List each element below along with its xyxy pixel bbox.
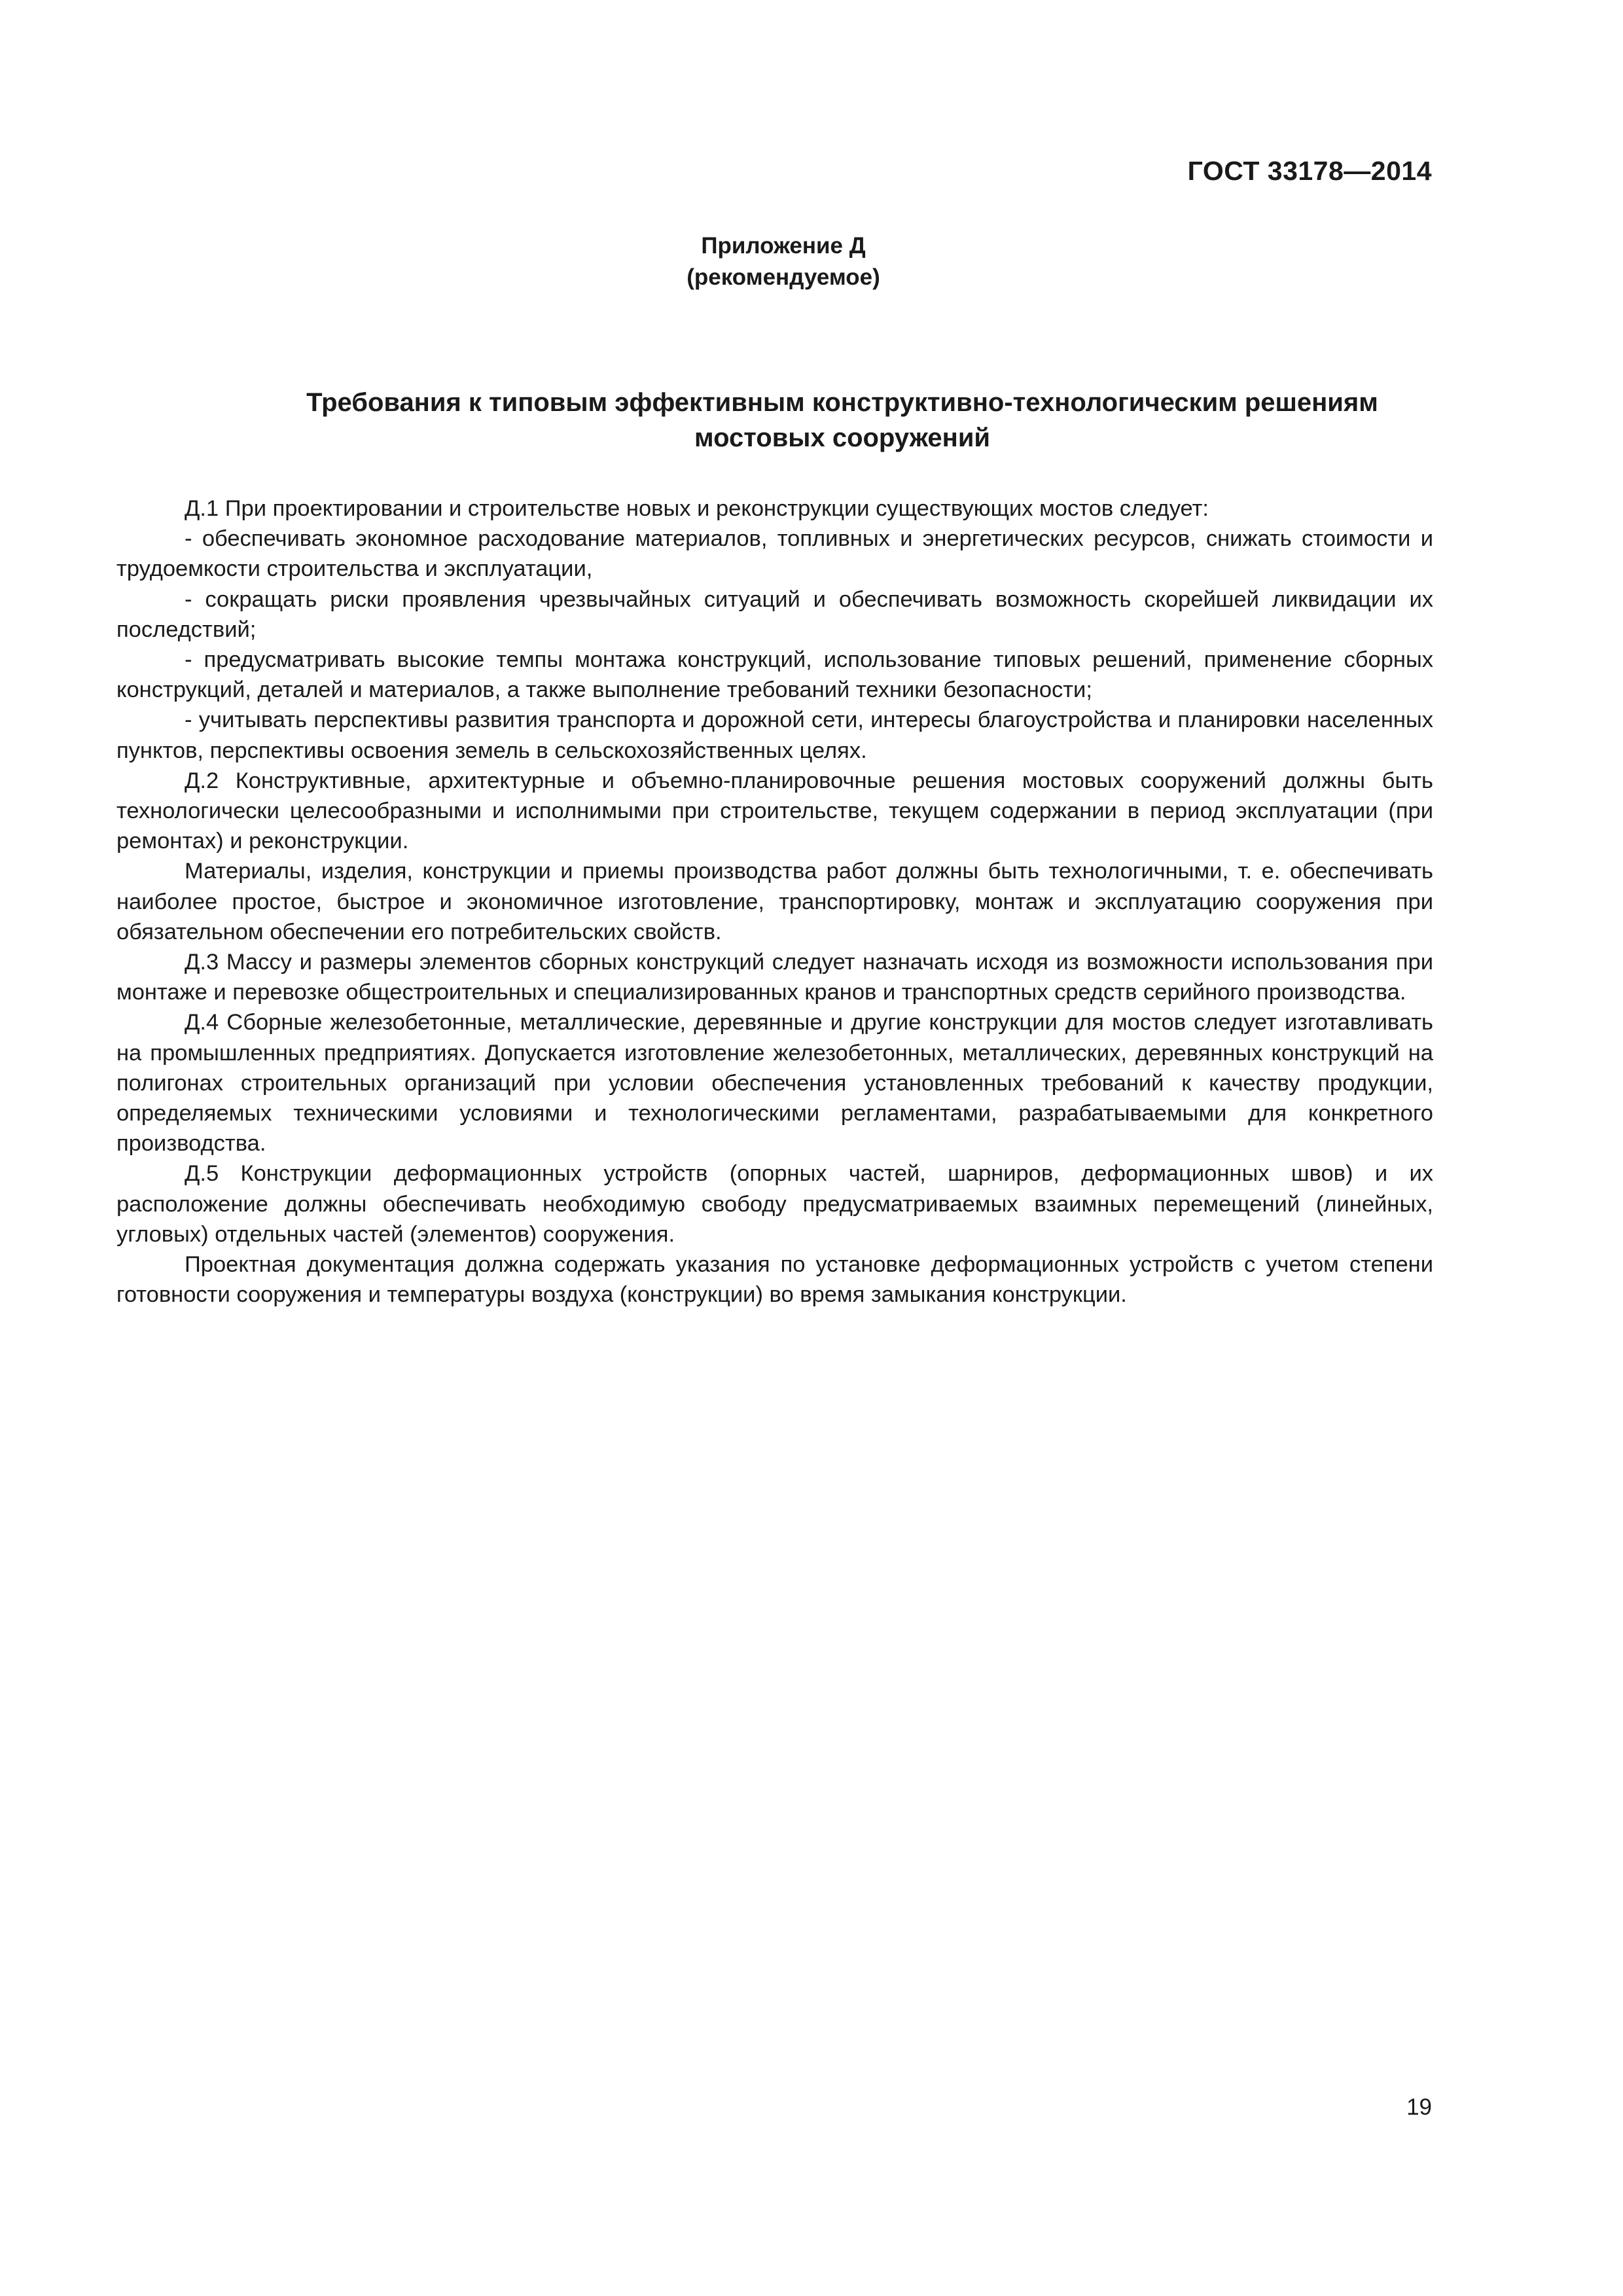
appendix-type: (рекомендуемое) (687, 264, 880, 290)
list-item: - обеспечивать экономное расходование материалов, топливных и энергетических ресурсов, снижать стоимости и трудоемкости строительства и эксплуатации, (116, 526, 1433, 582)
appendix-heading (0, 230, 1567, 293)
list-item: - сокращать риски проявления чрезвычайных ситуаций и обеспечивать возможность скорейшей ликвидации их последствий; (116, 586, 1433, 642)
page-number: 19 (1406, 2094, 1432, 2120)
paragraph: Проектная документация должна содержать указания по установке деформационных устройств с учетом степени готовности сооружения и температуры воздуха (конструкции) во время замыкания конструкции. (116, 1252, 1433, 1308)
paragraph-d5: Д.5 Конструкции деформационных устройств (опорных частей, шарниров, деформационных швов) и их расположение должны обеспечивать необходимую свободу предусматриваемых взаимных перемещений (линейных, угловых) отдельных частей (элементов) сооружения. (116, 1161, 1433, 1247)
body-text (116, 493, 1433, 1310)
paragraph-d2: Д.2 Конструктивные, архитектурные и объемно-планировочные решения мостовых сооружений должны быть технологически целесообразными и исполнимыми при строительстве, текущем содержании в период эксплуатации (при ремонтах) и реконструкции. (116, 768, 1433, 854)
paragraph-d3: Д.3 Массу и размеры элементов сборных конструкций следует назначать исходя из возможности использования при монтаже и перевозке общестроительных и специализированных кранов и транспортных средств серийного производства. (116, 950, 1433, 1005)
paragraph-d1: Д.1 При проектировании и строительстве новых и реконструкции существующих мостов следует: (185, 496, 1209, 521)
list-item: - учитывать перспективы развития транспорта и дорожной сети, интересы благоустройства и планировки населенных пунктов, перспективы освоения земель в сельскохозяйственных целях. (116, 708, 1433, 763)
section-title-line-2: мостовых сооружений (694, 423, 990, 452)
list-item: - предусматривать высокие темпы монтажа конструкций, использование типовых решений, применение сборных конструкций, деталей и материалов, а также выполнение требований техники безопасности; (116, 647, 1433, 703)
paragraph: Материалы, изделия, конструкции и приемы производства работ должны быть технологичными, т. е. обеспечивать наиболее простое, быстрое и экономичное изготовление, транспортировку, монтаж и эксплуатацию сооружения при обязательном обеспечении его потребительских свойств. (116, 859, 1433, 944)
document-code: ГОСТ 33178—2014 (1187, 156, 1432, 186)
appendix-label: Приложение Д (701, 233, 866, 259)
section-title-line-1: Требования к типовым эффективным конструктивно-технологическим решениям (306, 388, 1378, 417)
paragraph-d4: Д.4 Сборные железобетонные, металлические, деревянные и другие конструкции для мостов следует изготавливать на промышленных предприятиях. Допускается изготовление железобетонных, металлических, деревянных конструкций на полигонах строительных организаций при условии обеспечения установленных требований к качеству продукции, определяемых техническими условиями и технологическими регламентами, разрабатываемыми для конкретного производства. (116, 1010, 1433, 1157)
section-title (118, 385, 1567, 456)
